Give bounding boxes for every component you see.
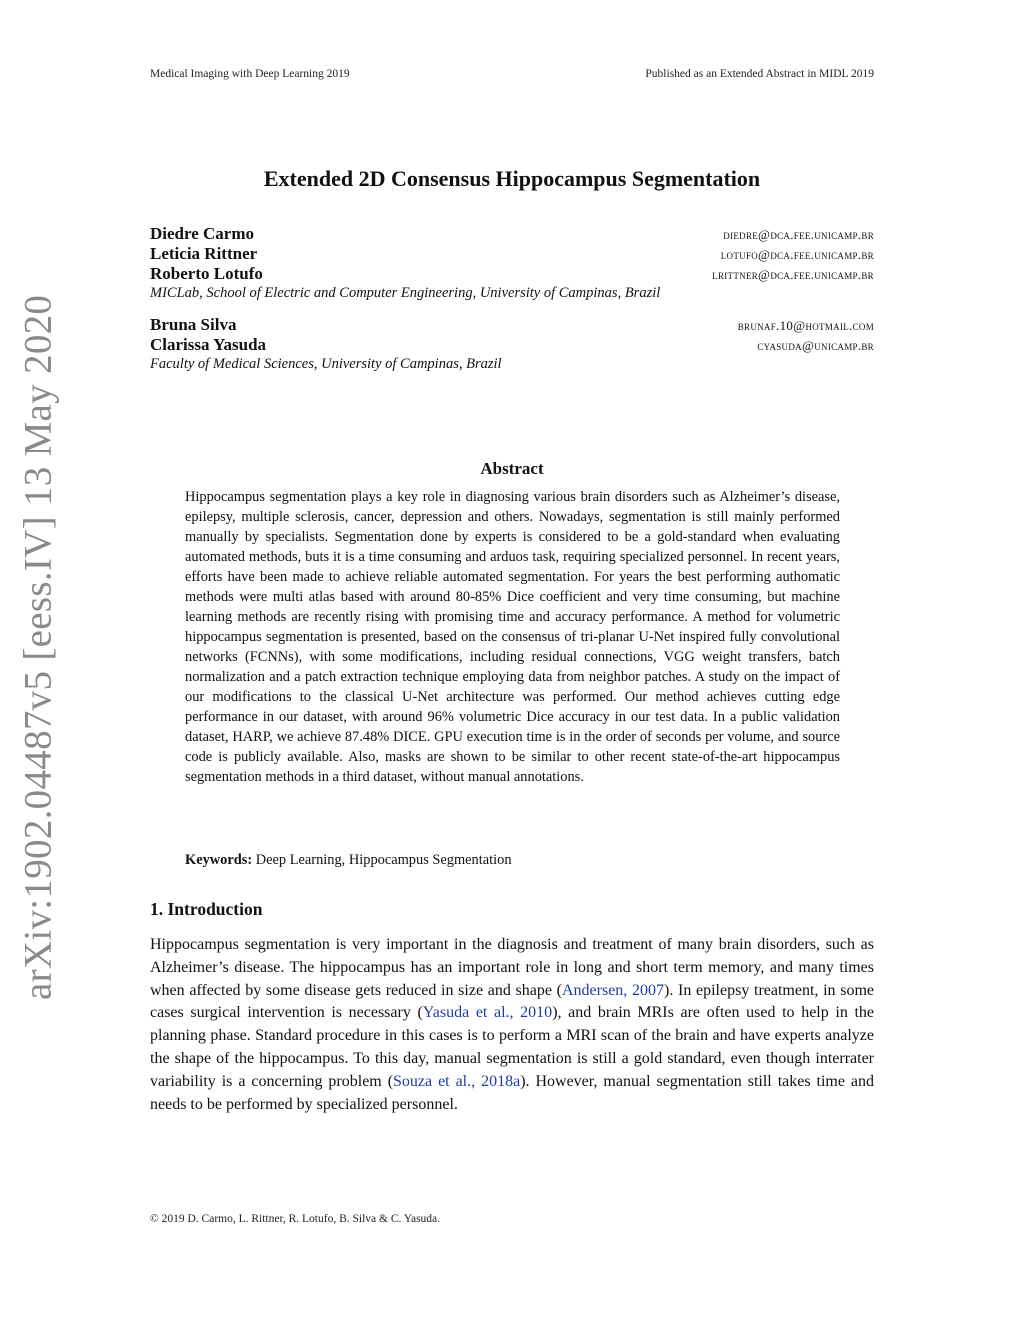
author-row xyxy=(150,244,874,264)
author-row xyxy=(150,224,874,244)
keywords-list: Deep Learning, Hippocampus Segmentation xyxy=(255,852,512,868)
author-group-2 xyxy=(150,315,874,373)
intro-text: Hippocampus segmentation is very important in the diagnosis and treatment of many brain disorders, such as Alzheimer’s disease. The hippocampus has an important role in long and short term memory, and many times when affected by some disease gets reduced in size and shape ( xyxy=(150,936,874,999)
copyright-notice: © 2019 D. Carmo, L. Rittner, R. Lotufo, B. Silva & C. Yasuda. xyxy=(150,1213,441,1225)
keywords-label: Keywords: xyxy=(185,852,253,868)
affiliation: Faculty of Medical Sciences, University of Campinas, Brazil xyxy=(150,356,502,372)
citation-link[interactable]: Yasuda et al., 2010 xyxy=(422,1004,553,1022)
author-row xyxy=(150,264,874,284)
author-email[interactable]: lotufo@dca.fee.unicamp.br xyxy=(720,247,874,262)
author-row xyxy=(150,315,874,335)
author-group-1 xyxy=(150,224,874,302)
author-row xyxy=(150,335,874,355)
author-name: Bruna Silva xyxy=(150,315,237,334)
abstract-heading: Abstract xyxy=(480,459,544,478)
author-email[interactable]: diedre@dca.fee.unicamp.br xyxy=(723,227,874,242)
running-head-left: Medical Imaging with Deep Learning 2019 xyxy=(150,68,350,80)
author-name: Roberto Lotufo xyxy=(150,264,263,283)
author-name: Diedre Carmo xyxy=(150,224,255,243)
keywords xyxy=(185,850,840,870)
citation-link[interactable]: Andersen, 2007 xyxy=(561,981,664,999)
intro-text: ). In epilepsy treatment, in some cases surgical intervention is necessary ( xyxy=(150,981,875,1022)
section-heading-introduction: 1. Introduction xyxy=(150,899,263,919)
author-email[interactable]: lrittner@dca.fee.unicamp.br xyxy=(712,267,874,282)
author-email[interactable]: cyasuda@unicamp.br xyxy=(757,338,874,353)
affiliation: MICLab, School of Electric and Computer Engineering, University of Campinas, Brazil xyxy=(150,285,661,301)
author-name: Leticia Rittner xyxy=(150,244,258,263)
arxiv-identifier: arXiv:1902.04487v5 [eess.IV] 13 May 2020 xyxy=(16,294,60,1000)
paper-title: Extended 2D Consensus Hippocampus Segmentation xyxy=(263,166,761,191)
intro-text: ). However, manual segmentation still takes time and needs to be performed by specialized personnel. xyxy=(150,1072,875,1113)
intro-text: ), and brain MRIs are often used to help in the planning phase. Standard procedure in this cases is to perform a MRI scan of the brain and have experts analyze the shape of the hippocampus. To this day, manual segmentation is still a gold standard, even though interrater variability is a concerning problem ( xyxy=(150,1004,875,1090)
running-head-right: Published as an Extended Abstract in MIDL 2019 xyxy=(645,68,874,80)
author-email[interactable]: brunaf.10@hotmail.com xyxy=(737,318,874,333)
citation-link[interactable]: Souza et al., 2018a xyxy=(393,1072,521,1090)
author-name: Clarissa Yasuda xyxy=(150,335,267,354)
abstract-text: Hippocampus segmentation plays a key role in diagnosing various brain disorders such as Alzheimer’s disease, epilepsy, multiple sclerosis, cancer, depression and others. Nowadays, segmentation is still mainly performed manually by specialists. Segmentation done by experts is considered to be a gold-standard when evaluating automated methods, buts it is a time consuming and arduos task, requiring specialized personnel. In recent years, efforts have been made to achieve reliable automated segmentation. For years the best performing authomatic methods were multi atlas based with around 80-85% Dice coefficient and very time consuming, but machine learning methods are recently rising with promising time and accuracy performance. A method for volumetric hippocampus segmentation is presented, based on the consensus of tri-planar U-Net inspired fully convolutional networks (FCNNs), with some modifications, including residual connections, VGG weight transfers, batch normalization and a patch extraction technique employing data from neighbor patches. A study on the impact of our modifications to the classical U-Net architecture was performed. Our method achieves cutting edge performance in our dataset, with around 96% volumetric Dice accuracy in our test data. In a public validation dataset, HARP, we achieve 87.48% DICE. GPU execution time is in the order of seconds per volume, and source code is publicly available. Also, masks are shown to be similar to other recent state-of-the-art hippocampus segmentation methods in a third dataset, without manual annotations. xyxy=(185,489,840,785)
introduction-paragraph xyxy=(150,934,874,1116)
